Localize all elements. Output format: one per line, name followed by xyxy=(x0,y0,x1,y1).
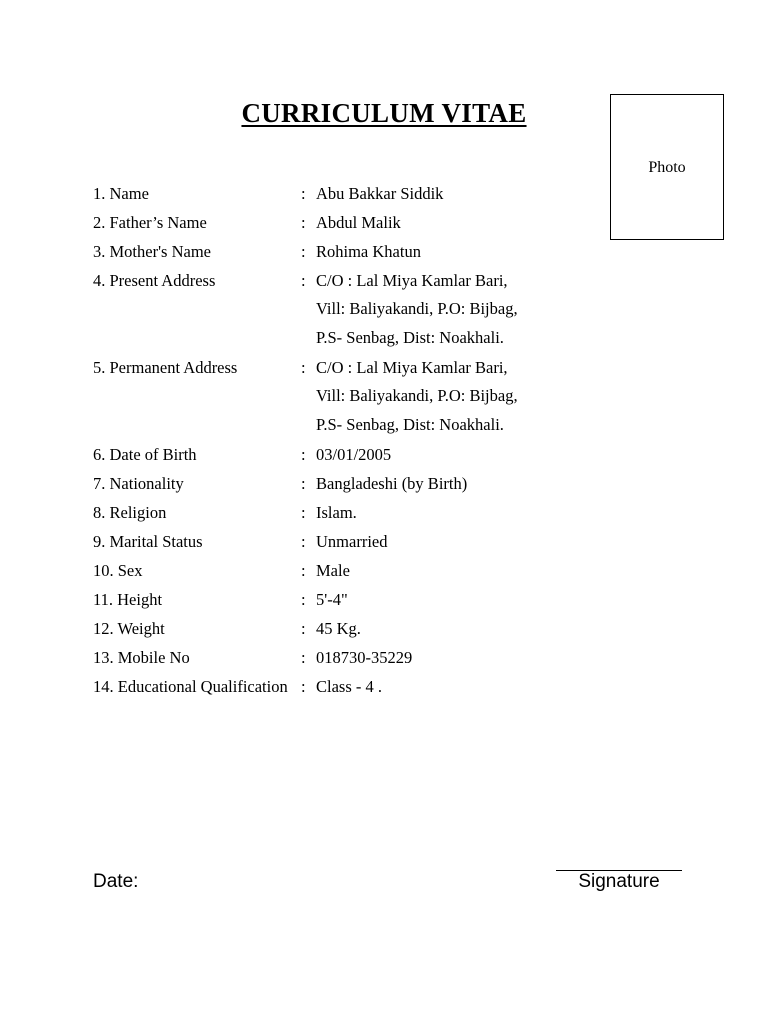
field-colon: : xyxy=(301,590,306,609)
field-value-line: 5'-4" xyxy=(316,590,348,609)
field-value xyxy=(316,616,563,642)
field-value xyxy=(316,442,563,468)
field-colon: : xyxy=(301,677,306,696)
field-label: 13. Mobile No xyxy=(93,648,190,667)
field-value-line: Class - 4 . xyxy=(316,677,382,696)
field-colon: : xyxy=(301,474,306,493)
field-row xyxy=(93,500,563,526)
field-value-line: Abdul Malik xyxy=(316,213,401,232)
field-colon: : xyxy=(301,271,306,290)
field-row xyxy=(93,587,563,613)
field-value-line: Male xyxy=(316,561,350,580)
field-value xyxy=(316,471,563,497)
field-row xyxy=(93,268,563,352)
field-value-line: 018730-35229 xyxy=(316,648,413,667)
field-label: 4. Present Address xyxy=(93,271,216,290)
field-value-line: 45 Kg. xyxy=(316,619,361,638)
field-value xyxy=(316,558,563,584)
field-colon: : xyxy=(301,561,306,580)
field-value xyxy=(316,181,563,207)
field-value xyxy=(316,587,563,613)
field-value-line: Bangladeshi (by Birth) xyxy=(316,474,468,493)
field-value-line: P.S- Senbag, Dist: Noakhali. xyxy=(316,328,504,347)
field-value-line: 03/01/2005 xyxy=(316,445,392,464)
field-colon: : xyxy=(301,184,306,203)
field-value xyxy=(316,239,563,265)
field-label: 11. Height xyxy=(93,590,163,609)
field-label: 8. Religion xyxy=(93,503,167,522)
field-label: 3. Mother's Name xyxy=(93,242,211,261)
field-value-line: Abu Bakkar Siddik xyxy=(316,184,444,203)
field-row xyxy=(93,355,563,439)
field-label: 1. Name xyxy=(93,184,149,203)
field-row xyxy=(93,529,563,555)
field-value xyxy=(316,500,563,526)
field-value xyxy=(316,645,563,671)
personal-details-list xyxy=(93,181,563,703)
field-row xyxy=(93,181,563,207)
field-value-line: Islam. xyxy=(316,503,357,522)
field-colon: : xyxy=(301,532,306,551)
field-label: 6. Date of Birth xyxy=(93,445,197,464)
field-row xyxy=(93,616,563,642)
photo-placeholder xyxy=(610,94,724,240)
signature-label: Signature xyxy=(578,871,660,892)
field-value-line: Rohima Khatun xyxy=(316,242,421,261)
field-label: 12. Weight xyxy=(93,619,165,638)
field-value-line: Vill: Baliyakandi, P.O: Bijbag, xyxy=(316,299,518,318)
field-colon: : xyxy=(301,358,306,377)
field-value xyxy=(316,529,563,555)
field-row xyxy=(93,239,563,265)
field-label: 9. Marital Status xyxy=(93,532,203,551)
field-colon: : xyxy=(301,648,306,667)
field-label: 7. Nationality xyxy=(93,474,184,493)
field-value-line: P.S- Senbag, Dist: Noakhali. xyxy=(316,415,504,434)
field-value-line: Unmarried xyxy=(316,532,388,551)
field-value xyxy=(316,268,563,352)
field-colon: : xyxy=(301,445,306,464)
field-colon: : xyxy=(301,619,306,638)
field-row xyxy=(93,442,563,468)
field-value-line: Vill: Baliyakandi, P.O: Bijbag, xyxy=(316,386,518,405)
field-colon: : xyxy=(301,503,306,522)
date-label: Date: xyxy=(93,871,139,892)
field-label: 2. Father’s Name xyxy=(93,213,207,232)
field-value xyxy=(316,674,563,700)
field-row xyxy=(93,645,563,671)
field-label: 14. Educational Qualification xyxy=(93,677,288,696)
field-value xyxy=(316,355,563,439)
field-colon: : xyxy=(301,213,306,232)
field-label: 10. Sex xyxy=(93,561,143,580)
field-colon: : xyxy=(301,242,306,261)
field-value xyxy=(316,210,563,236)
field-value-line: C/O : Lal Miya Kamlar Bari, xyxy=(316,271,508,290)
field-row xyxy=(93,210,563,236)
field-row xyxy=(93,674,563,700)
field-label: 5. Permanent Address xyxy=(93,358,238,377)
document-title: CURRICULUM VITAE xyxy=(241,98,527,128)
field-row xyxy=(93,558,563,584)
field-row xyxy=(93,471,563,497)
photo-label: Photo xyxy=(648,159,686,176)
field-value-line: C/O : Lal Miya Kamlar Bari, xyxy=(316,358,508,377)
